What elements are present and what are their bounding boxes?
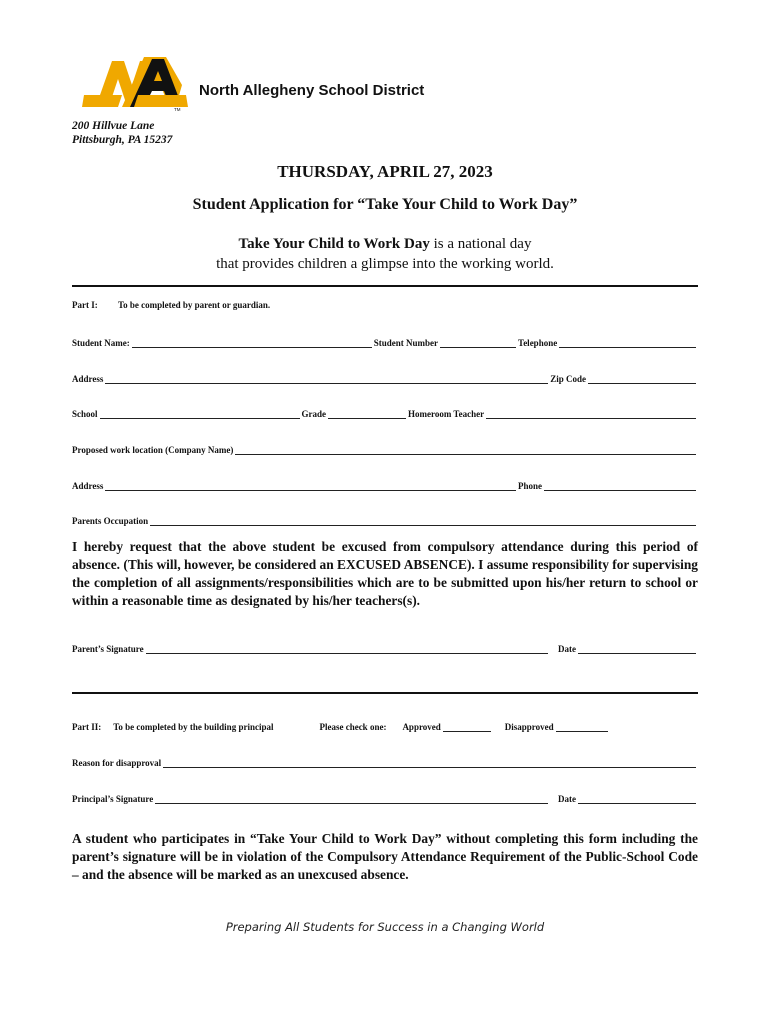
intro-rest: is a national day bbox=[429, 236, 532, 252]
school-field[interactable] bbox=[100, 409, 300, 419]
parents-occupation-field[interactable] bbox=[150, 516, 696, 526]
part1-label: Part I: bbox=[72, 300, 98, 310]
part2-header bbox=[72, 720, 698, 732]
work-address-label: Address bbox=[72, 481, 104, 491]
homeroom-teacher-field[interactable] bbox=[486, 409, 696, 419]
zip-code-field[interactable] bbox=[588, 374, 696, 384]
trademark-mark: TM bbox=[174, 107, 181, 112]
address-row bbox=[72, 372, 698, 384]
part2-label: Part II: bbox=[72, 722, 102, 732]
occupation-row bbox=[72, 514, 698, 526]
footer-tagline: Preparing All Students for Success in a Changing World bbox=[225, 920, 545, 934]
part1-instruction: To be completed by parent or guardian. bbox=[118, 300, 271, 310]
event-date: THURSDAY, APRIL 27, 2023 bbox=[277, 162, 493, 181]
intro-line-2: that provides children a glimpse into the working world. bbox=[216, 256, 554, 272]
principal-date-field[interactable] bbox=[578, 794, 696, 804]
intro-line-1 bbox=[0, 236, 770, 253]
excused-absence-statement: I hereby request that the above student be excused from compulsory attendance during this period of absence. (This will, however, be considered an EXCUSED ABSENCE). I assume responsibility for supervising the completion of all assignments/responsibilities which are to be submitted upon his/her return to school or within a reasonable time as designated by his/her teachers(s). bbox=[72, 539, 698, 608]
parent-signature-row bbox=[72, 642, 698, 654]
student-number-field[interactable] bbox=[440, 338, 516, 348]
disapproved-label: Disapproved bbox=[504, 722, 554, 732]
address-line-1: 200 Hillvue Lane bbox=[72, 120, 155, 132]
disapproved-checkbox-line[interactable] bbox=[556, 722, 608, 732]
telephone-label: Telephone bbox=[518, 338, 558, 348]
work-phone-label: Phone bbox=[517, 481, 542, 491]
homeroom-teacher-label: Homeroom Teacher bbox=[408, 409, 485, 419]
part1-header bbox=[72, 300, 270, 310]
part2-instruction: To be completed by the building principal bbox=[113, 722, 274, 732]
work-location-label: Proposed work location (Company Name) bbox=[72, 445, 234, 455]
reason-field[interactable] bbox=[163, 758, 696, 768]
na-logo-icon bbox=[82, 55, 190, 113]
principal-signature-row bbox=[72, 792, 698, 804]
student-name-label: Student Name: bbox=[72, 338, 130, 348]
disapproval-reason-row bbox=[72, 756, 698, 768]
work-location-field[interactable] bbox=[235, 445, 696, 455]
intro-emphasis: Take Your Child to Work Day bbox=[238, 236, 430, 252]
parent-signature-field[interactable] bbox=[146, 644, 548, 654]
address-line-2: Pittsburgh, PA 15237 bbox=[72, 134, 173, 146]
grade-label: Grade bbox=[301, 409, 327, 419]
principal-signature-field[interactable] bbox=[155, 794, 548, 804]
reason-label: Reason for disapproval bbox=[72, 758, 162, 768]
zip-code-label: Zip Code bbox=[550, 374, 586, 384]
section-divider-top bbox=[72, 285, 698, 287]
address-field[interactable] bbox=[105, 374, 548, 384]
student-name-field[interactable] bbox=[132, 338, 372, 348]
work-address-field[interactable] bbox=[105, 481, 516, 491]
principal-signature-label: Principal’s Signature bbox=[72, 794, 154, 804]
work-address-row bbox=[72, 479, 698, 491]
parent-signature-label: Parent’s Signature bbox=[72, 644, 144, 654]
work-location-row bbox=[72, 443, 698, 455]
student-number-label: Student Number bbox=[373, 338, 439, 348]
district-name: North Allegheny School District bbox=[199, 82, 425, 99]
violation-warning: A student who participates in “Take Your Child to Work Day” without completing this form including the parent’s signature will be in violation of the Compulsory Attendance Requirement of the Public-School Code – and the absence will be marked as an unexcused absence. bbox=[72, 831, 698, 882]
school-label: School bbox=[72, 409, 98, 419]
approved-checkbox-line[interactable] bbox=[443, 722, 491, 732]
parents-occupation-label: Parents Occupation bbox=[72, 516, 149, 526]
telephone-field[interactable] bbox=[559, 338, 696, 348]
principal-date-label: Date bbox=[558, 794, 576, 804]
student-info-row bbox=[72, 336, 698, 348]
parent-date-label: Date bbox=[558, 644, 576, 654]
address-label: Address bbox=[72, 374, 104, 384]
form-title: Student Application for “Take Your Child to Work Day” bbox=[192, 196, 578, 213]
school-row bbox=[72, 407, 698, 419]
section-divider-middle bbox=[72, 692, 698, 694]
approved-label: Approved bbox=[402, 722, 441, 732]
parent-date-field[interactable] bbox=[578, 644, 696, 654]
work-phone-field[interactable] bbox=[544, 481, 696, 491]
check-prompt: Please check one: bbox=[319, 722, 387, 732]
grade-field[interactable] bbox=[328, 409, 406, 419]
